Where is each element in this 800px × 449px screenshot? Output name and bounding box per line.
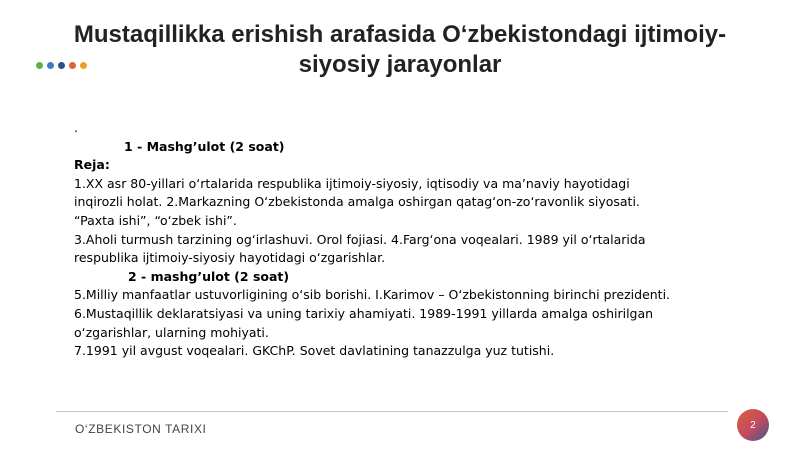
plan-item-7: 7.1991 yil avgust voqealari. GKChP. Sovet davlatining tanazzulga yuz tutishi. — [74, 343, 555, 359]
dot-4 — [69, 62, 76, 69]
dot-1 — [36, 62, 43, 69]
dot-3 — [58, 62, 65, 69]
session-2-heading: 2 - mashg’ulot (2 soat) — [128, 268, 290, 284]
plan-item-5: 5.Milliy manfaatlar ustuvorligining o‘sib borishi. I.Karimov – O‘zbekistonning birinchi prezidenti. — [74, 287, 671, 303]
footer-label: O‘ZBEKISTON TARIXI — [75, 422, 207, 436]
slide-title: Mustaqillikka erishish arafasida O‘zbekistondagi ijtimoiy-siyosiy jarayonlar — [73, 21, 727, 78]
decorative-dots — [36, 62, 87, 69]
plan-item-1: 1.XX asr 80-yillari o‘rtalarida respublika ijtimoiy-siyosiy, iqtisodiy va ma’naviy hayotidagi inqirozli holat. 2.Markazning O‘zbekistonda amalga oshirgan qatag‘on-zo‘ravonlik siyosati. “Paxta ishi”, “o‘zbek ishi”. — [74, 175, 640, 228]
page-number: 2 — [750, 419, 756, 431]
dot-5 — [80, 62, 87, 69]
footer-divider — [56, 411, 728, 412]
page-number-badge — [737, 409, 769, 441]
dot-2 — [47, 62, 54, 69]
session-1-heading: 1 - Mashg’ulot (2 soat) — [124, 138, 285, 154]
plan-item-3: 3.Aholi turmush tarzining og‘irlashuvi. Orol fojiasi. 4.Farg‘ona voqealari. 1989 yil o‘rtalarida respublika ijtimoiy-siyosiy hayotidagi o‘zgarishlar. — [74, 231, 646, 266]
plan-label: Reja: — [74, 157, 110, 173]
plan-item-6: 6.Mustaqillik deklaratsiyasi va uning tarixiy ahamiyati. 1989-1991 yillarda amalga oshirilgan o‘zgarishlar, ularning mohiyati. — [74, 305, 654, 340]
bullet-marker: . — [74, 120, 78, 135]
slide-content — [74, 119, 674, 361]
